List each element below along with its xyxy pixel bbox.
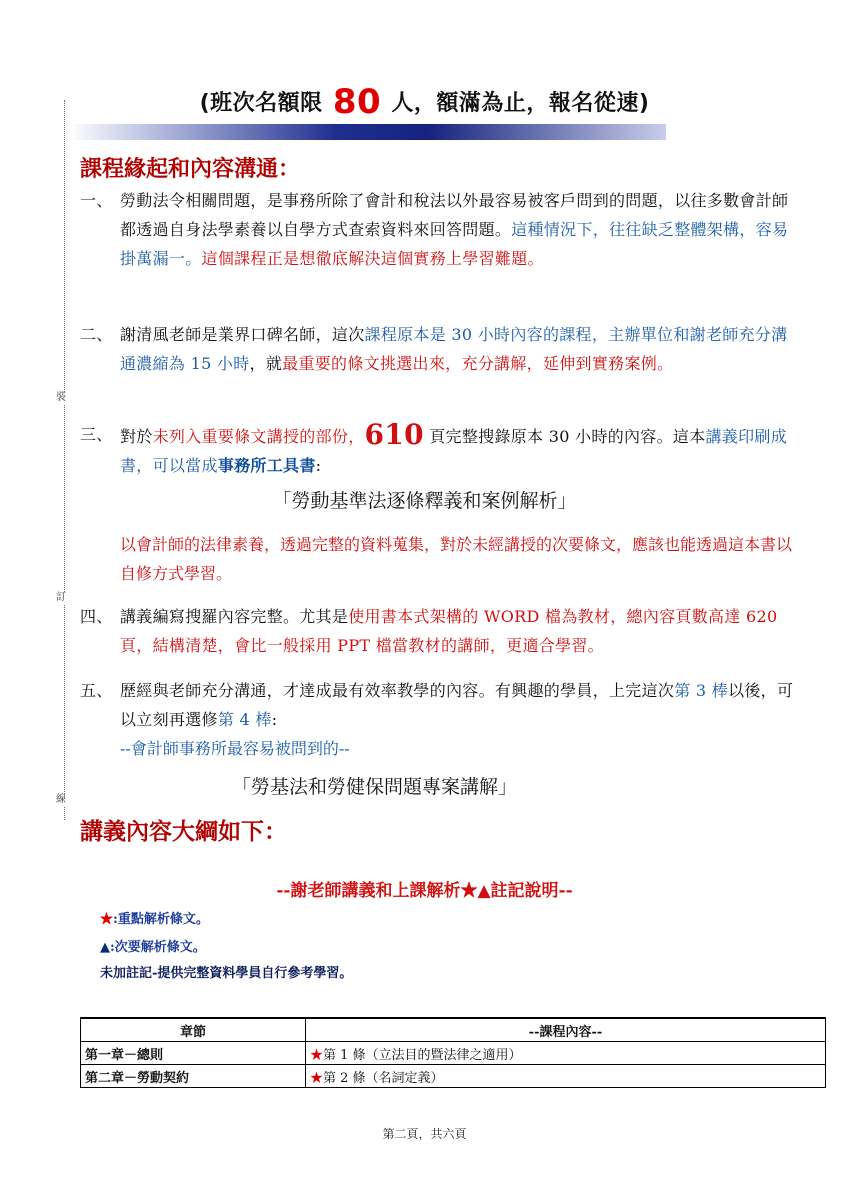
list-item-1 — [80, 186, 800, 273]
chapter-cell: 第一章－總則 — [81, 1042, 306, 1065]
content-cell — [306, 1065, 826, 1088]
binding-mark-xian: 線 — [56, 794, 66, 805]
list-item-4 — [80, 602, 800, 660]
column-header-chapter: 章節 — [81, 1018, 306, 1042]
item-5-text-b: 第 3 棒 — [674, 681, 729, 700]
triangle-icon: ▲ — [100, 940, 110, 955]
section-title-course-origin: 課程緣起和內容溝通： — [80, 157, 301, 182]
item-3-note-paragraph: 以會計師的法律素養，透過完整的資料蒐集，對於未經講授的次要條文，應該也能透過這本書以自修方式學習。 — [120, 535, 793, 583]
list-item-2 — [80, 320, 800, 378]
item-2-text-c: ，就 — [249, 354, 283, 373]
item-3-page-count: 610 — [364, 418, 424, 451]
outline-table — [80, 1017, 826, 1088]
headline-prefix: (班次名額限 — [199, 91, 331, 116]
star-icon: ★ — [100, 912, 114, 927]
content-text: 第 1 條（立法目的暨法律之適用） — [323, 1047, 522, 1063]
binding-mark-ding: 訂 — [56, 592, 66, 603]
table-header-row — [81, 1018, 826, 1042]
binding-mark-zhuang: 裝 — [56, 392, 66, 403]
item-number: 一、 — [80, 191, 113, 210]
list-item-3 — [80, 420, 800, 480]
page-footer: 第二頁，共六頁 — [382, 1127, 467, 1141]
headline-seat-count: 80 — [332, 82, 382, 122]
item-5-text-a: 歷經與老師充分溝通，才達成最有效率教學的內容。有興趣的學員，上完這次 — [120, 681, 675, 700]
binding-margin-line — [64, 100, 65, 820]
content-cell — [306, 1042, 826, 1065]
item-1-text-a: 勞動法令相關問題，是事務所除了會計和稅法以外最容易被客戶問到的問題，以往多數會計師都透過自身法學素養以自學方式查索資料來回答問題。 — [120, 191, 789, 239]
item-1-text-b: 這種情況下，往往缺乏整體架構，容易掛萬漏一。 — [120, 220, 789, 268]
item-2-text-d: 最重要的條文挑選出來，充分講解，延伸到實務案例。 — [282, 354, 674, 373]
star-icon: ★ — [310, 1047, 324, 1063]
item-4-text-b: 使用書本式架構的 WORD 檔為教材，總內容頁數高達 620 頁，結構清楚，會比一般採用 PPT 檔當教材的講師，更適合學習。 — [120, 607, 778, 655]
item-5-text-d: 第 4 棒 — [217, 710, 272, 729]
item-number: 四、 — [80, 607, 113, 626]
enrollment-headline — [0, 82, 849, 122]
legend-star-text: :重點解析條文。 — [113, 912, 209, 927]
section-title-outline: 講義內容大綱如下： — [80, 819, 287, 845]
headline-suffix: 人，額滿為止，報名從速) — [383, 91, 650, 116]
item-3-text-a: 對於 — [120, 427, 153, 446]
list-item-5 — [80, 676, 800, 734]
item-1-text-c: 這個課程正是想徹底解決這個實務上學習難題。 — [201, 249, 544, 268]
item-3-text-e: 事務所工具書 — [217, 456, 316, 475]
table-row — [81, 1065, 826, 1088]
star-icon: ★ — [310, 1070, 324, 1086]
item-3-text-b: 未列入重要條文講授的部份， — [152, 427, 365, 446]
legend-star — [100, 912, 209, 928]
content-text: 第 2 條（名詞定義） — [323, 1070, 444, 1086]
item-4-text-a: 講義編寫搜羅內容完整。尤其是 — [120, 607, 349, 626]
chapter-cell: 第二章－勞動契約 — [81, 1065, 306, 1088]
decorative-gradient-bar — [68, 124, 666, 140]
item-5-subheading: --會計師事務所最容易被問到的-- — [120, 739, 350, 758]
legend-triangle-text: :次要解析條文。 — [110, 940, 206, 955]
item-3-text-c: 頁完整搜錄原本 30 小時的內容。這本 — [423, 427, 706, 446]
item-2-text-b: 課程原本是 30 小時內容的課程，主辦單位和謝老師充分溝通濃縮為 15 小時 — [120, 325, 788, 373]
item-2-text-a: 謝清風老師是業界口碑名師，這次 — [120, 325, 365, 344]
table-row — [81, 1042, 826, 1065]
item-3-text-f: : — [315, 456, 322, 475]
item-number: 三、 — [80, 425, 113, 444]
next-course-title-quote: 「勞基法和勞健保問題專案講解」 — [231, 776, 517, 798]
legend-unmarked-text: 未加註記-提供完整資料學員自行參考學習。 — [100, 966, 353, 981]
legend-triangle — [100, 940, 206, 956]
column-header-content: --課程內容-- — [306, 1018, 826, 1042]
item-5-text-c: 以後，可以立刻再選修 — [120, 681, 794, 729]
item-3-text-d: 講義印刷成書，可以當成 — [120, 427, 788, 475]
item-number: 二、 — [80, 325, 113, 344]
annotation-subtitle: --謝老師講義和上課解析★▲註記說明-- — [276, 881, 573, 901]
item-number: 五、 — [80, 681, 113, 700]
book-title-quote: 「勞動基準法逐條釋義和案例解析」 — [272, 490, 577, 512]
item-5-text-e: : — [271, 710, 278, 729]
